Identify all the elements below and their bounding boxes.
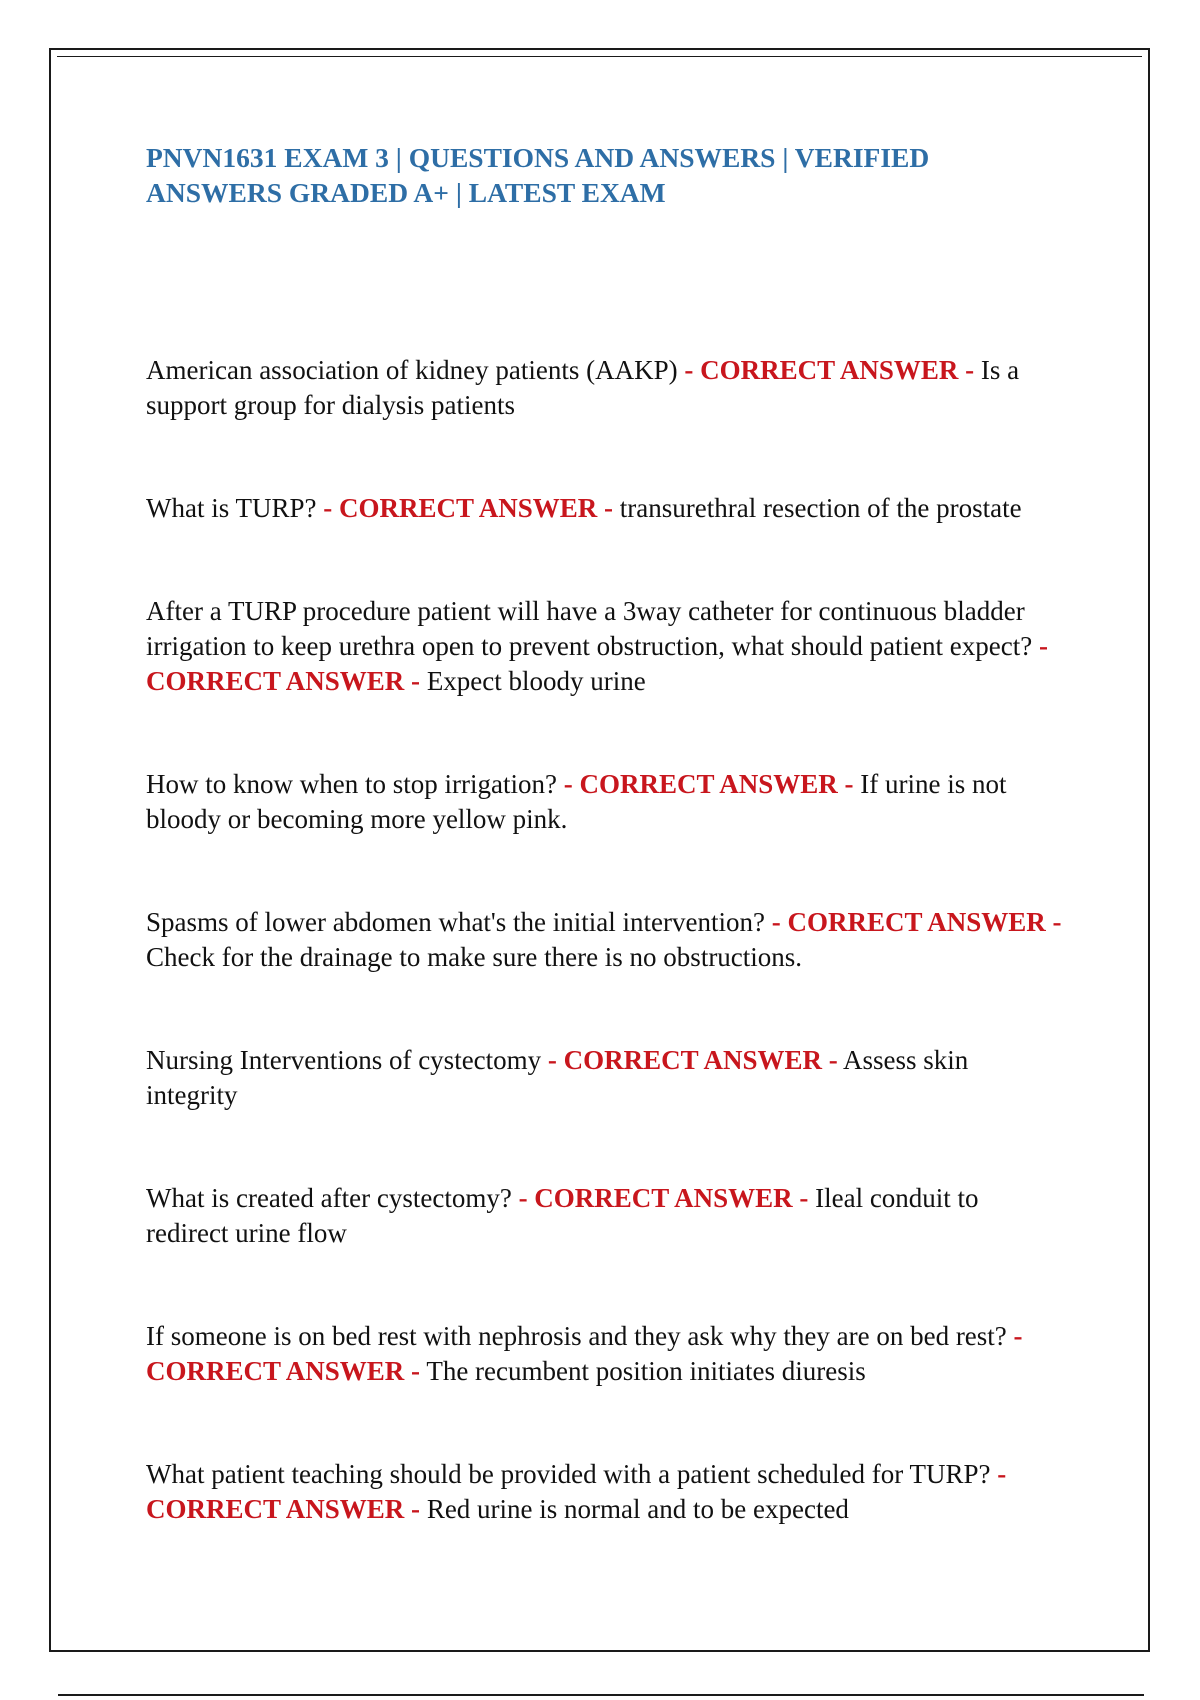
- correct-answer-label: - CORRECT ANSWER -: [563, 769, 854, 799]
- qa-item: [146, 767, 1066, 837]
- qa-list: [146, 353, 1066, 1527]
- answer-text: Red urine is normal and to be expected: [426, 1494, 849, 1524]
- answer-text: Ileal conduit to redirect urine flow: [146, 1183, 979, 1248]
- answer-text: Is a support group for dialysis patients: [146, 355, 1020, 420]
- qa-item: [146, 1457, 1066, 1527]
- qa-item: [146, 1181, 1066, 1251]
- document-content: [146, 140, 1066, 1595]
- answer-text: Check for the drainage to make sure there is no obstructions.: [146, 942, 803, 972]
- document-title: PNVN1631 EXAM 3 | QUESTIONS AND ANSWERS | VERIFIED ANSWERS GRADED A+ | LATEST EXAM: [146, 142, 930, 208]
- correct-answer-label: - CORRECT ANSWER -: [146, 1321, 1023, 1386]
- correct-answer-label: - CORRECT ANSWER -: [684, 355, 975, 385]
- question-text: If someone is on bed rest with nephrosis and they ask why they are on bed rest?: [146, 1321, 1007, 1351]
- bottom-rule: [58, 1694, 1144, 1696]
- question-text: Spasms of lower abdomen what's the initial intervention?: [146, 907, 765, 937]
- qa-item: [146, 1319, 1066, 1389]
- answer-text: transurethral resection of the prostate: [619, 493, 1022, 523]
- qa-item: [146, 491, 1066, 526]
- correct-answer-label: - CORRECT ANSWER -: [146, 1459, 1007, 1524]
- question-text: After a TURP procedure patient will have a 3way catheter for continuous bladder irrigation to keep urethra open to prevent obstruction, what should patient expect?: [146, 596, 1033, 661]
- correct-answer-label: - CORRECT ANSWER -: [518, 1183, 809, 1213]
- qa-item: [146, 905, 1066, 975]
- qa-item: [146, 1043, 1066, 1113]
- qa-item: [146, 594, 1066, 699]
- correct-answer-label: - CORRECT ANSWER -: [771, 907, 1062, 937]
- answer-text: Expect bloody urine: [426, 666, 646, 696]
- correct-answer-label: - CORRECT ANSWER -: [547, 1045, 838, 1075]
- question-text: American association of kidney patients (AAKP): [146, 355, 678, 385]
- question-text: Nursing Interventions of cystectomy: [146, 1045, 542, 1075]
- question-text: How to know when to stop irrigation?: [146, 769, 557, 799]
- top-inner-rule: [57, 56, 1142, 57]
- question-text: What is created after cystectomy?: [146, 1183, 512, 1213]
- correct-answer-label: - CORRECT ANSWER -: [146, 631, 1048, 696]
- question-text: What is TURP?: [146, 493, 317, 523]
- correct-answer-label: - CORRECT ANSWER -: [323, 493, 614, 523]
- answer-text: Assess skin integrity: [146, 1045, 969, 1110]
- answer-text: The recumbent position initiates diuresis: [426, 1356, 866, 1386]
- question-text: What patient teaching should be provided with a patient scheduled for TURP?: [146, 1459, 991, 1489]
- qa-item: [146, 353, 1066, 423]
- answer-text: If urine is not bloody or becoming more yellow pink.: [146, 769, 1007, 834]
